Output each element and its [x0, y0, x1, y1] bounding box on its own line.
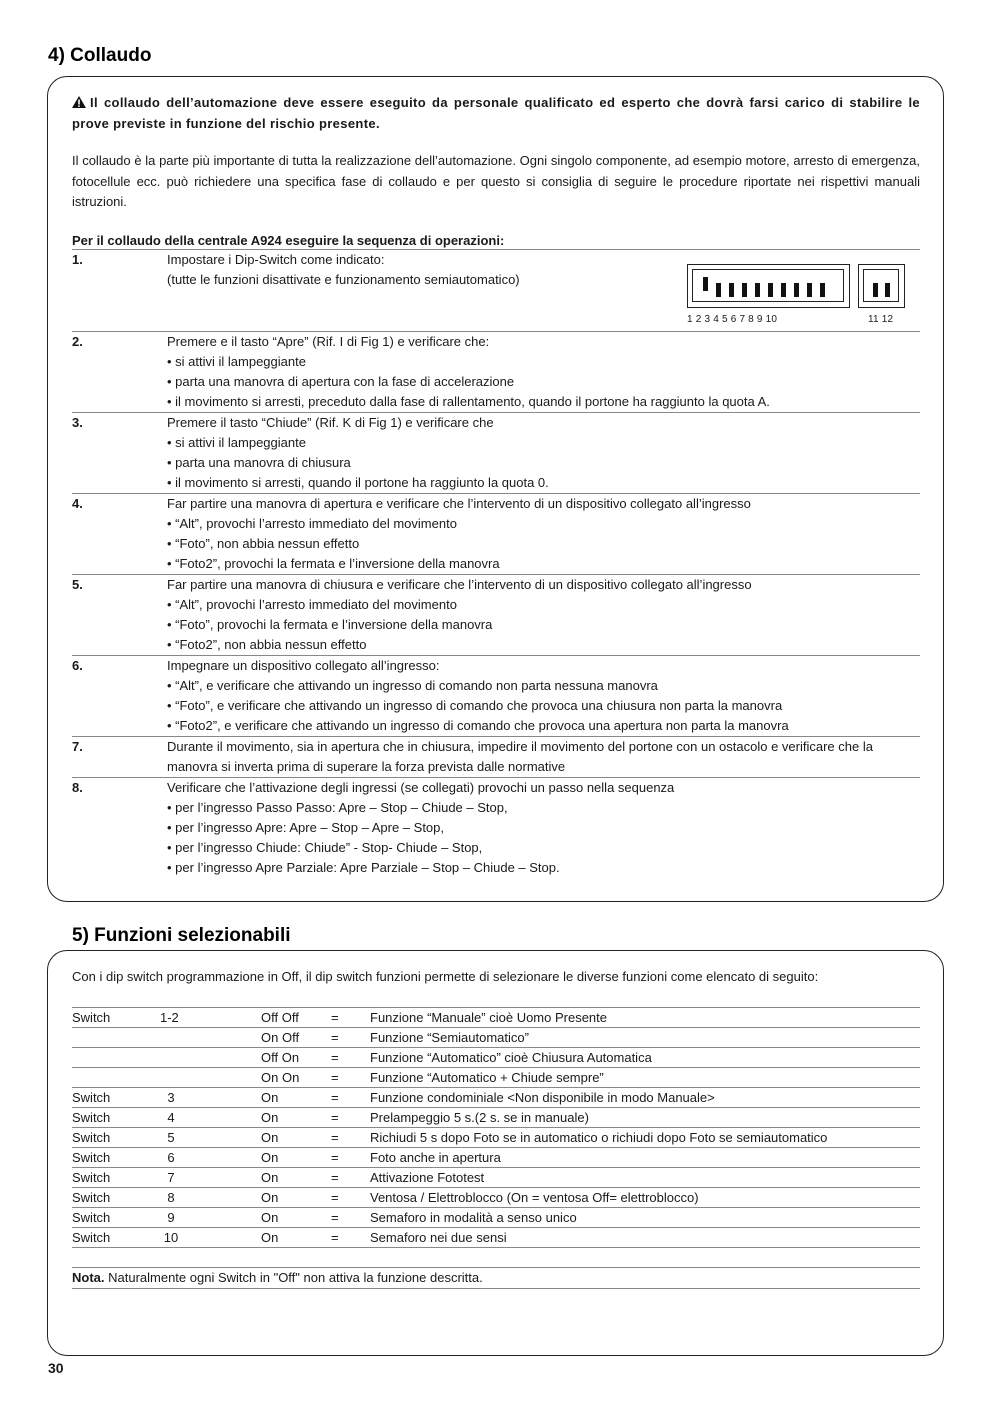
step-number: 7.	[72, 739, 83, 754]
function-description	[370, 1208, 920, 1228]
equals-sign-text: =	[331, 1210, 339, 1225]
switch-state	[261, 1248, 331, 1268]
switch-number	[160, 1128, 261, 1148]
dip-switch	[703, 277, 708, 291]
switch-label-text: Switch	[72, 1190, 111, 1205]
dip-switch	[755, 283, 760, 297]
table-row	[72, 1068, 920, 1088]
step-line: Far partire una manovra di chiusura e verificare che l’intervento di un dispositivo collegato all’ingresso	[167, 577, 752, 592]
equals-sign-text: =	[331, 1130, 339, 1145]
dip-switch	[820, 283, 825, 297]
equals-sign	[331, 1168, 370, 1188]
equals-sign	[331, 1228, 370, 1248]
step-7	[72, 736, 920, 777]
equals-sign-text: =	[331, 1230, 339, 1245]
dip-switch-block-1-10	[687, 264, 850, 308]
switch-state	[261, 1208, 331, 1228]
table-row	[72, 1148, 920, 1168]
step-line: • “Foto”, provochi la fermata e l’inversione della manovra	[167, 617, 493, 632]
section-title-collaudo: 4) Collaudo	[48, 45, 152, 66]
equals-sign	[331, 1248, 370, 1268]
step-1	[72, 249, 920, 331]
switch-label	[72, 1208, 160, 1228]
switch-state	[261, 1068, 331, 1088]
function-description	[370, 1088, 920, 1108]
function-description-text: Funzione “Automatico + Chiude sempre”	[370, 1070, 604, 1085]
switch-number-text: 3	[167, 1090, 175, 1105]
step-number: 4.	[72, 496, 83, 511]
function-description	[370, 1028, 920, 1048]
switch-state-text: On Off	[261, 1030, 300, 1045]
switch-label-text: Switch	[72, 1230, 111, 1245]
step-line: Verificare che l’attivazione degli ingressi (se collegati) provochi un passo nella sequenza	[167, 780, 675, 795]
switch-number	[160, 1088, 261, 1108]
step-body	[167, 332, 920, 412]
warning-icon	[72, 96, 86, 108]
function-description-text: Foto anche in apertura	[370, 1150, 501, 1165]
switch-state	[261, 1228, 331, 1248]
function-description-text: Semaforo nei due sensi	[370, 1230, 507, 1245]
function-description-text: Funzione “Automatico” cioè Chiusura Automatica	[370, 1050, 652, 1065]
collaudo-intro: Il collaudo è la parte più importante di tutta la realizzazione dell’automazione. Ogni singolo componente, ad esempio motore, arresto di emergenza, fotocellule ecc. può richiedere una specifica fase di collaudo e per questo si consiglia di seguire le procedure riportate nei rispettivi manuali istruzioni.	[72, 153, 920, 209]
step-line: (tutte le funzioni disattivate e funzionamento semiautomatico)	[167, 272, 520, 287]
step-line: • per l’ingresso Chiude: Chiude” - Stop- Chiude – Stop,	[167, 840, 483, 855]
equals-sign-text: =	[331, 1050, 339, 1065]
dip-numbers-11-12: 11 12	[868, 314, 894, 325]
dip-switch	[742, 283, 747, 297]
equals-sign	[331, 1208, 370, 1228]
switch-state-text: Off On	[261, 1050, 300, 1065]
switch-state-text: On	[261, 1130, 279, 1145]
function-description	[370, 1228, 920, 1248]
step-line: Impegnare un dispositivo collegato all’ingresso:	[167, 658, 440, 673]
step-line: manovra si inverta prima di superare la forza prevista dalle normative	[167, 759, 566, 774]
switch-number	[160, 1028, 261, 1048]
switch-state-text: On	[261, 1210, 279, 1225]
dip-switch	[807, 283, 812, 297]
switch-number-text: 4	[167, 1110, 175, 1125]
function-description	[370, 1248, 920, 1268]
table-row	[72, 1228, 920, 1248]
switch-state	[261, 1028, 331, 1048]
switch-label-text: Switch	[72, 1010, 111, 1025]
step-body	[167, 413, 920, 493]
switch-label	[72, 1248, 160, 1268]
switch-label	[72, 1048, 160, 1068]
function-description-text: Ventosa / Elettroblocco (On = ventosa Off= elettroblocco)	[370, 1190, 699, 1205]
switch-label-text: Switch	[72, 1170, 111, 1185]
step-line: • “Alt”, provochi l’arresto immediato del movimento	[167, 597, 457, 612]
switch-number	[160, 1008, 261, 1028]
switch-label	[72, 1188, 160, 1208]
function-description	[370, 1188, 920, 1208]
switch-state-text: On On	[261, 1070, 300, 1085]
step-6	[72, 655, 920, 736]
switch-state	[261, 1168, 331, 1188]
step-number: 3.	[72, 415, 83, 430]
switch-label	[72, 1068, 160, 1088]
step-2	[72, 331, 920, 412]
step-number: 5.	[72, 577, 83, 592]
dip-numbers-1-10: 1 2 3 4 5 6 7 8 9 10	[687, 314, 778, 325]
switch-state	[261, 1088, 331, 1108]
step-line: • per l’ingresso Apre Parziale: Apre Parziale – Stop – Chiude – Stop.	[167, 860, 560, 875]
function-description	[370, 1008, 920, 1028]
funzioni-intro: Con i dip switch programmazione in Off, il dip switch funzioni permette di selezionare le diverse funzioni come elencato di seguito:	[72, 969, 819, 984]
function-description-text: Funzione “Semiautomatico”	[370, 1030, 529, 1045]
switch-number-text: 5	[167, 1130, 175, 1145]
step-number: 1.	[72, 252, 83, 267]
switch-number-text: 6	[167, 1150, 175, 1165]
table-row	[72, 1048, 920, 1068]
step-line: Premere e il tasto “Apre” (Rif. I di Fig 1) e verificare che:	[167, 334, 490, 349]
table-row	[72, 1008, 920, 1028]
dip-switch	[885, 283, 890, 297]
dip-switch	[794, 283, 799, 297]
switch-number-text: 10	[163, 1230, 179, 1245]
switch-state-text: On	[261, 1110, 279, 1125]
step-line: • “Foto2”, e verificare che attivando un ingresso di comando che provoca una apertura non parta la manovra	[167, 718, 789, 733]
step-body	[167, 494, 920, 574]
switch-label-text: Switch	[72, 1090, 111, 1105]
switch-label-text: Switch	[72, 1110, 111, 1125]
step-line: • parta una manovra di apertura con la fase di accelerazione	[167, 374, 515, 389]
equals-sign-text: =	[331, 1110, 339, 1125]
equals-sign	[331, 1128, 370, 1148]
dip-switch-block-11-12	[858, 264, 905, 308]
dip-switch	[716, 283, 721, 297]
function-description	[370, 1128, 920, 1148]
switch-label-text: Switch	[72, 1150, 111, 1165]
step-line: • “Foto”, non abbia nessun effetto	[167, 536, 360, 551]
step-8	[72, 777, 920, 878]
step-number: 6.	[72, 658, 83, 673]
switch-number-text: 1-2	[160, 1010, 179, 1025]
step-line: Far partire una manovra di apertura e verificare che l’intervento di un dispositivo collegato all’ingresso	[167, 496, 751, 511]
table-row	[72, 1028, 920, 1048]
step-line: • “Foto2”, provochi la fermata e l’inversione della manovra	[167, 556, 500, 571]
step-3	[72, 412, 920, 493]
switch-state	[261, 1128, 331, 1148]
section-title-funzioni: 5) Funzioni selezionabili	[72, 925, 291, 946]
nota-label: Nota.	[72, 1270, 105, 1285]
step-line: Premere il tasto “Chiude” (Rif. K di Fig 1) e verificare che	[167, 415, 494, 430]
step-body	[167, 575, 920, 655]
switch-label	[72, 1168, 160, 1188]
step-line: • per l’ingresso Passo Passo: Apre – Stop – Chiude – Stop,	[167, 800, 508, 815]
switch-label	[72, 1128, 160, 1148]
switch-state-text: On	[261, 1090, 279, 1105]
function-description-text: Attivazione Fototest	[370, 1170, 485, 1185]
switch-number-text: 7	[167, 1170, 175, 1185]
table-row	[72, 1108, 920, 1128]
function-description	[370, 1048, 920, 1068]
table-row	[72, 1188, 920, 1208]
function-description-text: Richiudi 5 s dopo Foto se in automatico o richiudi dopo Foto se semiautomatico	[370, 1130, 828, 1145]
table-row	[72, 1208, 920, 1228]
funzioni-table	[72, 1007, 920, 1268]
switch-label-text: Switch	[72, 1210, 111, 1225]
switch-state	[261, 1108, 331, 1128]
warning-text	[72, 92, 920, 134]
switch-number	[160, 1188, 261, 1208]
function-description-text: Funzione “Manuale” cioè Uomo Presente	[370, 1010, 608, 1025]
function-description	[370, 1108, 920, 1128]
switch-label	[72, 1008, 160, 1028]
equals-sign-text: =	[331, 1070, 339, 1085]
switch-state-text: On	[261, 1170, 279, 1185]
equals-sign-text: =	[331, 1190, 339, 1205]
step-4	[72, 493, 920, 574]
switch-state	[261, 1008, 331, 1028]
switch-label	[72, 1028, 160, 1048]
switch-label	[72, 1228, 160, 1248]
step-line: • parta una manovra di chiusura	[167, 455, 351, 470]
step-line: • “Foto”, e verificare che attivando un ingresso di comando che provoca una chiusura non parta la manovra	[167, 698, 783, 713]
equals-sign	[331, 1188, 370, 1208]
equals-sign-text: =	[331, 1090, 339, 1105]
sequence-title: Per il collaudo della centrale A924 eseguire la sequenza di operazioni:	[72, 233, 505, 248]
dip-switch	[781, 283, 786, 297]
function-description	[370, 1148, 920, 1168]
switch-label-text: Switch	[72, 1130, 111, 1145]
function-description	[370, 1168, 920, 1188]
function-description	[370, 1068, 920, 1088]
step-line: • “Foto2”, non abbia nessun effetto	[167, 637, 367, 652]
switch-number	[160, 1208, 261, 1228]
switch-number-text: 8	[167, 1190, 175, 1205]
step-body	[167, 778, 920, 878]
step-line: • si attivi il lampeggiante	[167, 354, 306, 369]
step-line: Impostare i Dip-Switch come indicato:	[167, 252, 385, 267]
equals-sign	[331, 1008, 370, 1028]
table-row	[72, 1248, 920, 1268]
equals-sign-text: =	[331, 1150, 339, 1165]
function-description-text: Funzione condominiale <Non disponibile in modo Manuale>	[370, 1090, 715, 1105]
equals-sign	[331, 1028, 370, 1048]
switch-number	[160, 1108, 261, 1128]
nota-text: Naturalmente ogni Switch in "Off" non attiva la funzione descritta.	[104, 1270, 483, 1285]
step-line: • per l’ingresso Apre: Apre – Stop – Apre – Stop,	[167, 820, 444, 835]
switch-number-text: 9	[167, 1210, 175, 1225]
switch-number	[160, 1228, 261, 1248]
dip-switch-diagram	[687, 264, 927, 328]
equals-sign	[331, 1088, 370, 1108]
switch-label	[72, 1088, 160, 1108]
dip-switch	[729, 283, 734, 297]
switch-number	[160, 1248, 261, 1268]
table-row	[72, 1088, 920, 1108]
function-description-text: Semaforo in modalità a senso unico	[370, 1210, 577, 1225]
warning-label: Il collaudo dell’automazione deve essere eseguito da personale qualificato ed esperto che dovrà farsi carico di stabilire le prove previste in funzione del rischio presente.	[72, 95, 920, 131]
switch-state-text: On	[261, 1190, 279, 1205]
switch-state	[261, 1148, 331, 1168]
dip-switch	[873, 283, 878, 297]
switch-label	[72, 1108, 160, 1128]
step-5	[72, 574, 920, 655]
equals-sign	[331, 1068, 370, 1088]
switch-number	[160, 1048, 261, 1068]
step-body	[167, 656, 920, 736]
switch-state-text: Off Off	[261, 1010, 299, 1025]
equals-sign	[331, 1048, 370, 1068]
nota	[72, 1267, 920, 1289]
switch-state-text: On	[261, 1230, 279, 1245]
switch-label	[72, 1148, 160, 1168]
function-description-text: Prelampeggio 5 s.(2 s. se in manuale)	[370, 1110, 589, 1125]
equals-sign	[331, 1108, 370, 1128]
step-line: • il movimento si arresti, preceduto dalla fase di rallentamento, quando il portone ha raggiunto la quota A.	[167, 394, 770, 409]
switch-number	[160, 1068, 261, 1088]
step-number: 2.	[72, 334, 83, 349]
equals-sign	[331, 1148, 370, 1168]
equals-sign-text: =	[331, 1030, 339, 1045]
step-line: • “Alt”, e verificare che attivando un ingresso di comando non parta nessuna manovra	[167, 678, 658, 693]
step-line: • il movimento si arresti, quando il portone ha raggiunto la quota 0.	[167, 475, 549, 490]
step-number: 8.	[72, 780, 83, 795]
equals-sign-text: =	[331, 1010, 339, 1025]
table-row	[72, 1168, 920, 1188]
switch-number	[160, 1148, 261, 1168]
equals-sign-text: =	[331, 1170, 339, 1185]
step-line: • “Alt”, provochi l’arresto immediato del movimento	[167, 516, 457, 531]
switch-state	[261, 1188, 331, 1208]
page-number: 30	[48, 1360, 64, 1376]
switch-state	[261, 1048, 331, 1068]
steps-list	[72, 249, 920, 878]
switch-number	[160, 1168, 261, 1188]
step-line: • si attivi il lampeggiante	[167, 435, 306, 450]
switch-state-text: On	[261, 1150, 279, 1165]
step-body	[167, 737, 920, 777]
step-line: Durante il movimento, sia in apertura che in chiusura, impedire il movimento del portone con un ostacolo e verificare che la	[167, 739, 873, 754]
dip-switch	[768, 283, 773, 297]
table-row	[72, 1128, 920, 1148]
